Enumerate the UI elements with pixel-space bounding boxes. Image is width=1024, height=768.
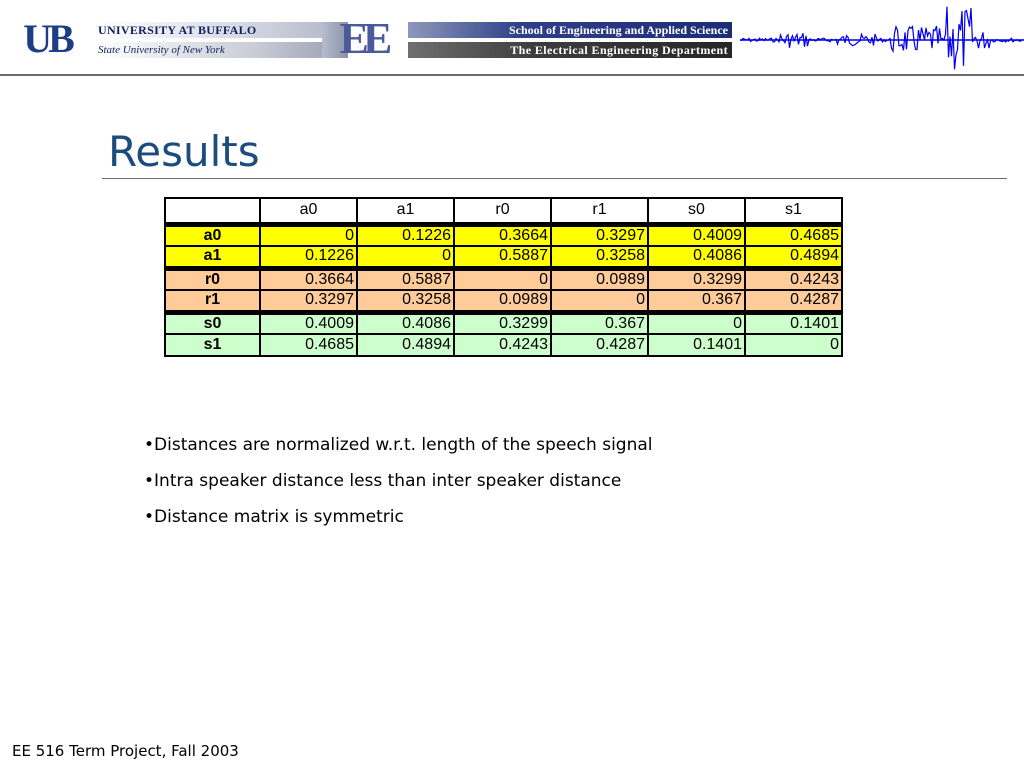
table-cell: 0.3297: [260, 290, 357, 312]
table-cell: 0.4287: [745, 290, 842, 312]
table-cell: 0: [551, 290, 648, 312]
table-cell: 0: [454, 268, 551, 290]
table-cell: 0.367: [551, 312, 648, 334]
table-cell: 0.3258: [357, 290, 454, 312]
table-cell: 0.4086: [648, 246, 745, 268]
school-name: School of Engineering and Applied Science: [408, 22, 732, 38]
table-cell: 0.4685: [745, 224, 842, 246]
table-cell: 0.4243: [745, 268, 842, 290]
table-cell: 0.0989: [551, 268, 648, 290]
footer-text: EE 516 Term Project, Fall 2003: [12, 742, 239, 760]
table-cell: 0.1226: [357, 224, 454, 246]
table-row: [165, 290, 842, 312]
table-cell: 0.1226: [260, 246, 357, 268]
column-header: r0: [454, 198, 551, 224]
speech-waveform-icon: [740, 2, 1024, 72]
table-cell: 0: [260, 224, 357, 246]
table-cell: 0.367: [648, 290, 745, 312]
header-banner: [0, 0, 1024, 76]
table-cell: 0.5887: [357, 268, 454, 290]
table-header-row: [165, 198, 842, 224]
title-divider: [102, 178, 1007, 179]
table-cell: 0.4287: [551, 334, 648, 356]
header-divider: [0, 74, 1024, 76]
table-cell: 0.3297: [551, 224, 648, 246]
table-cell: 0.4685: [260, 334, 357, 356]
table-row: [165, 268, 842, 290]
column-header: s0: [648, 198, 745, 224]
table-cell: 0.4894: [357, 334, 454, 356]
distance-matrix-table: [164, 197, 843, 357]
column-header: a1: [357, 198, 454, 224]
table-cell: 0.1401: [648, 334, 745, 356]
university-subtitle: State University of New York: [96, 42, 324, 58]
ee-logo: EE: [339, 13, 387, 63]
bullet-item: •Intra speaker distance less than inter speaker distance: [144, 471, 622, 491]
table-cell: 0.3258: [551, 246, 648, 268]
table-cell: 0.3299: [454, 312, 551, 334]
table-cell: 0.5887: [454, 246, 551, 268]
table-row: [165, 334, 842, 356]
table-row: [165, 246, 842, 268]
page-title: Results: [108, 127, 260, 176]
table-cell: 0.4243: [454, 334, 551, 356]
table-row: [165, 224, 842, 246]
table-cell: 0.0989: [454, 290, 551, 312]
table-cell: 0.3299: [648, 268, 745, 290]
table-row: [165, 312, 842, 334]
table-cell: 0.4009: [260, 312, 357, 334]
row-header: s0: [165, 312, 260, 334]
bullet-item: •Distance matrix is symmetric: [144, 507, 404, 527]
university-name: UNIVERSITY AT BUFFALO: [96, 22, 324, 38]
column-header: s1: [745, 198, 842, 224]
column-header: r1: [551, 198, 648, 224]
column-header: a0: [260, 198, 357, 224]
table-cell: 0.3664: [260, 268, 357, 290]
bullet-list: [144, 432, 653, 540]
table-cell: 0.3664: [454, 224, 551, 246]
table-cell: 0: [648, 312, 745, 334]
department-name: The Electrical Engineering Department: [408, 42, 732, 58]
table-corner-cell: [165, 198, 260, 224]
row-header: a1: [165, 246, 260, 268]
table-cell: 0: [745, 334, 842, 356]
row-header: r1: [165, 290, 260, 312]
bullet-item: •Distances are normalized w.r.t. length of the speech signal: [144, 435, 653, 455]
row-header: s1: [165, 334, 260, 356]
ub-logo: UB: [23, 15, 71, 61]
table-cell: 0.4894: [745, 246, 842, 268]
row-header: r0: [165, 268, 260, 290]
table-cell: 0: [357, 246, 454, 268]
table-cell: 0.1401: [745, 312, 842, 334]
row-header: a0: [165, 224, 260, 246]
table-cell: 0.4009: [648, 224, 745, 246]
table-cell: 0.4086: [357, 312, 454, 334]
